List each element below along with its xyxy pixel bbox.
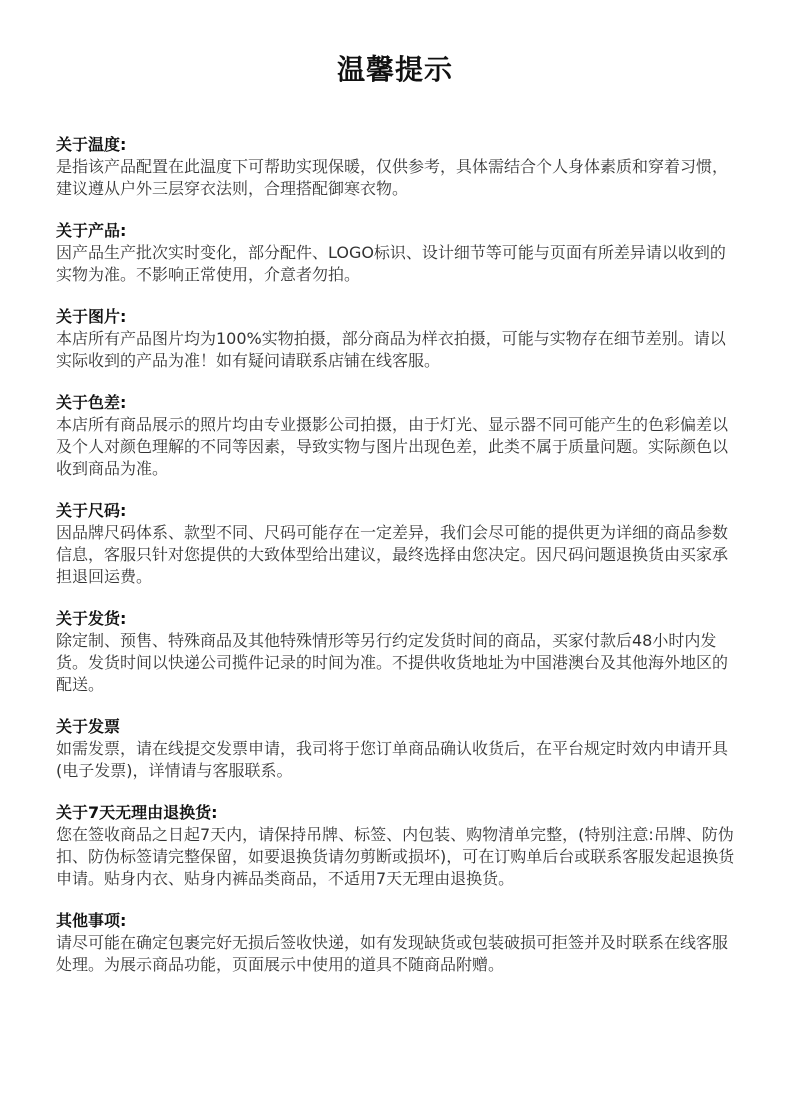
section-heading: 关于产品: [56, 221, 127, 240]
section-body: 如需发票，请在线提交发票申请，我司将于您订单商品确认收货后，在平台规定时效内申请开具(电子发票)，详情请与客服联系。 [56, 739, 729, 780]
section-body: 本店所有商品展示的照片均由专业摄影公司拍摄，由于灯光、显示器不同可能产生的色彩偏差以及个人对颜色理解的不同等因素，导致实物与图片出现色差，此类不属于质量问题。实际颜色以收到商品为准。 [56, 415, 729, 478]
section-product [56, 220, 736, 286]
section-sizing [56, 500, 736, 588]
section-returns [56, 802, 736, 890]
section-heading: 其他事项: [56, 911, 127, 930]
section-other [56, 910, 736, 976]
section-heading: 关于尺码: [56, 501, 127, 520]
section-body: 本店所有产品图片均为100%实物拍摄，部分商品为样衣拍摄，可能与实物存在细节差别。请以实际收到的产品为准！如有疑问请联系店铺在线客服。 [56, 329, 726, 370]
section-color-difference [56, 392, 736, 480]
section-body: 因品牌尺码体系、款型不同、尺码可能存在一定差异，我们会尽可能的提供更为详细的商品参数信息，客服只针对您提供的大致体型给出建议，最终选择由您决定。因尺码问题退换货由买家承担退回运费。 [56, 523, 729, 586]
section-body: 请尽可能在确定包裹完好无损后签收快递，如有发现缺货或包装破损可拒签并及时联系在线客服处理。为展示商品功能，页面展示中使用的道具不随商品附赠。 [56, 933, 729, 974]
section-heading: 关于图片: [56, 307, 127, 326]
page-title: 温馨提示 [336, 53, 453, 86]
section-shipping [56, 608, 736, 696]
section-body: 您在签收商品之日起7天内，请保持吊牌、标签、内包装、购物清单完整，(特别注意:吊牌、防伪扣、防伪标签请完整保留，如要退换货请勿剪断或损坏)，可在订购单后台或联系客服发起退换货申请。贴身内衣、贴身内裤品类商品，不适用7天无理由退换货。 [56, 825, 735, 888]
section-heading: 关于发货: [56, 609, 127, 628]
section-temperature [56, 134, 736, 200]
section-heading: 关于7天无理由退换货: [56, 803, 218, 822]
section-heading: 关于温度: [56, 135, 127, 154]
section-body: 除定制、预售、特殊商品及其他特殊情形等另行约定发货时间的商品，买家付款后48小时内发货。发货时间以快递公司揽件记录的时间为准。不提供收货地址为中国港澳台及其他海外地区的配送。 [56, 631, 729, 694]
section-body: 是指该产品配置在此温度下可帮助实现保暖，仅供参考，具体需结合个人身体素质和穿着习惯，建议遵从户外三层穿衣法则，合理搭配御寒衣物。 [56, 157, 729, 198]
section-body: 因产品生产批次实时变化，部分配件、LOGO标识、设计细节等可能与页面有所差异请以收到的实物为准。不影响正常使用，介意者勿拍。 [56, 243, 726, 284]
section-heading: 关于色差: [56, 393, 127, 412]
section-invoice [56, 716, 736, 782]
notice-sections [56, 134, 736, 996]
section-heading: 关于发票 [56, 717, 121, 736]
section-images [56, 306, 736, 372]
